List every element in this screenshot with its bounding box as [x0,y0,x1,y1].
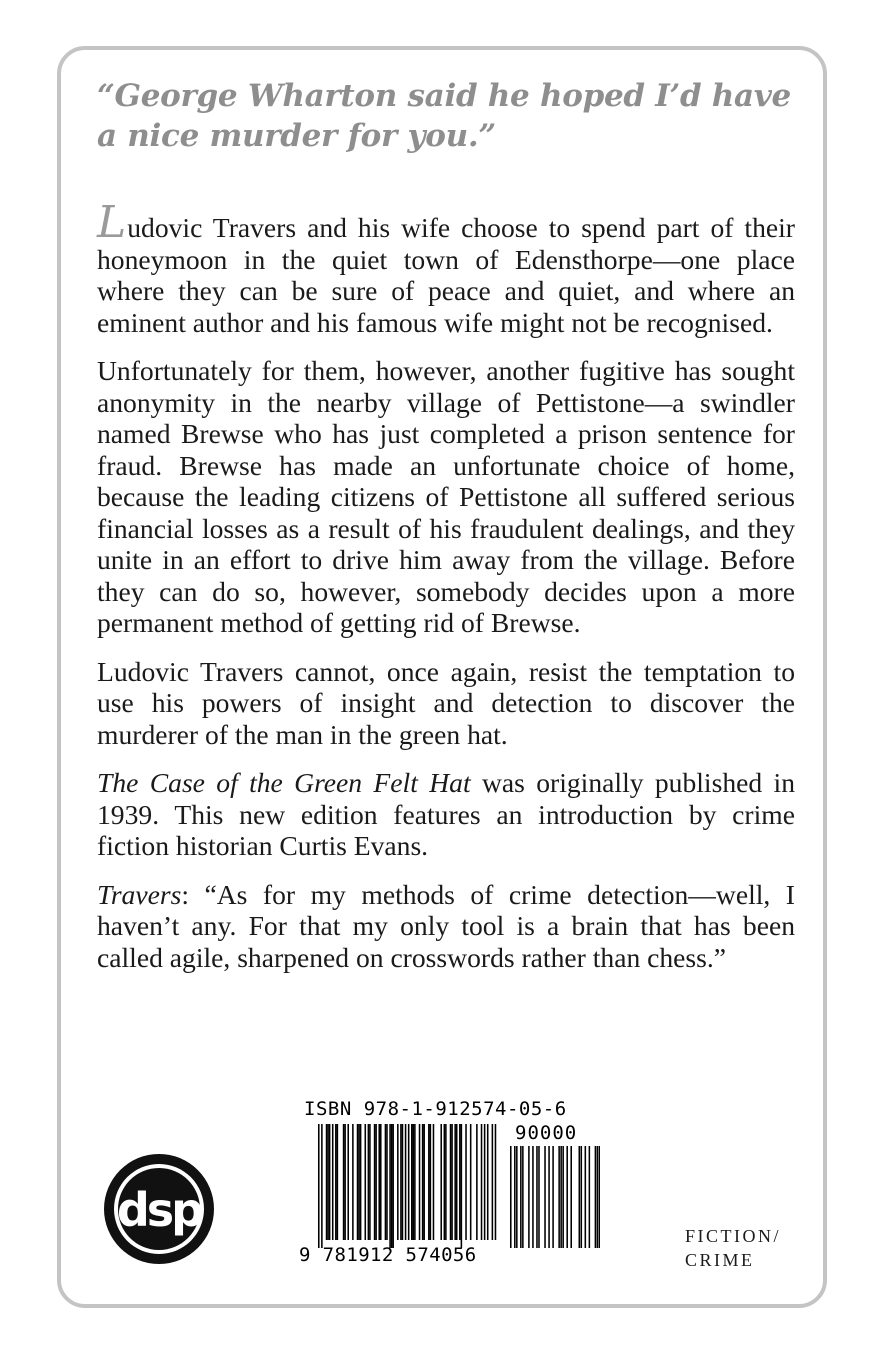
barcode-bar [343,1124,345,1240]
barcode-bar [392,1124,394,1248]
barcode-bar [329,1124,331,1240]
barcode-bar [389,1124,391,1248]
addon-bar [536,1146,538,1248]
barcode-bar [428,1124,430,1240]
addon-bar [520,1146,522,1248]
blurb-paragraph-5 [97,879,795,974]
barcode-bar [445,1124,447,1240]
barcode-bar [365,1124,367,1240]
addon-bar [552,1146,554,1248]
barcode-bar [419,1124,421,1240]
barcode-bar [335,1124,337,1240]
barcode-bar [481,1124,483,1240]
barcode-bar [484,1124,486,1240]
addon-bar [558,1146,560,1248]
addon-bar [528,1146,530,1248]
barcode-bar [440,1124,442,1240]
addon-bar [510,1146,512,1248]
barcode-bar [408,1124,410,1240]
barcode-bar [327,1124,329,1240]
barcode-bar [360,1124,362,1240]
logo-text: dsp [116,1183,202,1237]
dsp-logo-icon [102,1152,216,1266]
addon-bar [570,1146,572,1248]
barcode-bar [402,1124,404,1240]
addon-bar [595,1146,597,1248]
barcode-bar [461,1124,463,1248]
barcode-bar [470,1124,472,1240]
paragraph-4-text: was originally published in 1939. This new edition features an introduction by crime fiction historian Curtis Evans. [97,767,795,861]
addon-bar [589,1146,591,1248]
addon-bar [566,1146,568,1248]
addon-bar [522,1146,524,1248]
barcode-bar [454,1124,456,1240]
blurb [97,197,795,990]
isbn-label: ISBN 978-1-912574-05-6 [304,1098,567,1120]
addon-bar [562,1146,564,1248]
addon-bar [532,1146,534,1248]
blurb-paragraph-1 [97,197,795,338]
barcode-bar [332,1124,334,1240]
barcode-bar [405,1124,407,1240]
addon-bar [514,1146,516,1248]
barcode-bar [492,1124,494,1240]
addon-bar [548,1146,550,1248]
barcode-bar [357,1124,359,1240]
barcode-bar [430,1124,432,1240]
barcode-bar [465,1124,467,1240]
barcode-bar [411,1124,413,1240]
drop-cap: L [97,197,127,248]
paragraph-5-text: : “As for my methods of crime detection—well, I haven’t any. For that my only tool is a brain that has been called agile, sharpened on crosswords rather than chess.” [97,878,795,973]
barcode-bar [456,1124,458,1240]
addon-bar [538,1146,540,1248]
pull-quote: “George Wharton said he hoped I’d have a nice murder for you.” [97,78,791,154]
barcode-bar [423,1124,425,1240]
barcode-bar [422,1124,424,1240]
barcode-bar [451,1124,453,1240]
barcode-bar [380,1124,382,1240]
barcode-bar [369,1124,371,1240]
addon-bar [585,1146,587,1248]
barcode-bar [378,1124,380,1240]
addon-bar [581,1146,583,1248]
book-title: The Case of the Green Felt Hat [97,767,471,798]
category-line-2: CRIME [685,1250,755,1270]
barcode-bar [433,1124,435,1240]
barcode-bar [450,1124,452,1240]
barcode-bar [476,1124,478,1240]
barcode-bar [347,1124,349,1240]
barcode-digits: 9 781912 574056 [299,1244,477,1266]
addon-bar [560,1146,562,1248]
price-addon: 90000 [515,1122,578,1144]
barcode-bar [374,1124,376,1240]
barcode-bar [459,1124,461,1240]
barcode-bar [337,1124,339,1240]
addon-bar [579,1146,581,1248]
barcode-bar [414,1124,416,1240]
barcode-bar [495,1124,497,1240]
barcode-bar [400,1124,402,1240]
barcode-bar [385,1124,387,1240]
barcode-bar [444,1124,446,1240]
category-line-1: FICTION/ [685,1226,781,1246]
speaker-name: Travers [97,878,182,910]
barcode-bar [397,1124,399,1240]
barcode-bar [487,1124,489,1240]
addon-bar [516,1146,518,1248]
barcode-bar [326,1124,328,1240]
addon-bar [599,1146,600,1248]
addon-bar [544,1146,546,1248]
blurb-paragraph-2: Unfortunately for them, however, another fugitive has sought anonymity in the nearby village of Pettistone—a swindler named Brewse who has just completed a prison sentence for fraud. Brewse has made an unfortunate choice of home, because the leading citizens of Pettistone all suffered serious financial losses as a result of his fraudulent dealings, and they unite in an effort to drive him away from the village. Before they can do so, however, somebody decides upon a more permanent method of getting rid of Brewse. [97,355,795,638]
barcode-bar [413,1124,415,1240]
category-label [685,1224,781,1272]
barcode-bar [318,1124,320,1248]
paragraph-1-text: udovic Travers and his wife choose to spend part of their honeymoon in the quiet town of Edensthorpe—one place where they can be sure of peace and quiet, and where an eminent author and his famous wife might not be recognised. [97,212,795,338]
barcode-bar [352,1124,354,1240]
barcode-bar [321,1124,323,1248]
barcode-bar [386,1124,388,1240]
barcode-bar [344,1124,346,1240]
addon-bar [597,1146,599,1248]
blurb-paragraph-4 [97,767,795,862]
barcode-bar [358,1124,360,1240]
barcode [300,1124,600,1249]
blurb-paragraph-3: Ludovic Travers cannot, once again, resist the temptation to use his powers of insight and detection to discover the murderer of the man in the green hat. [97,655,795,750]
barcode-bar [368,1124,370,1240]
barcode-bar [375,1124,377,1240]
barcode-bar [391,1124,393,1248]
